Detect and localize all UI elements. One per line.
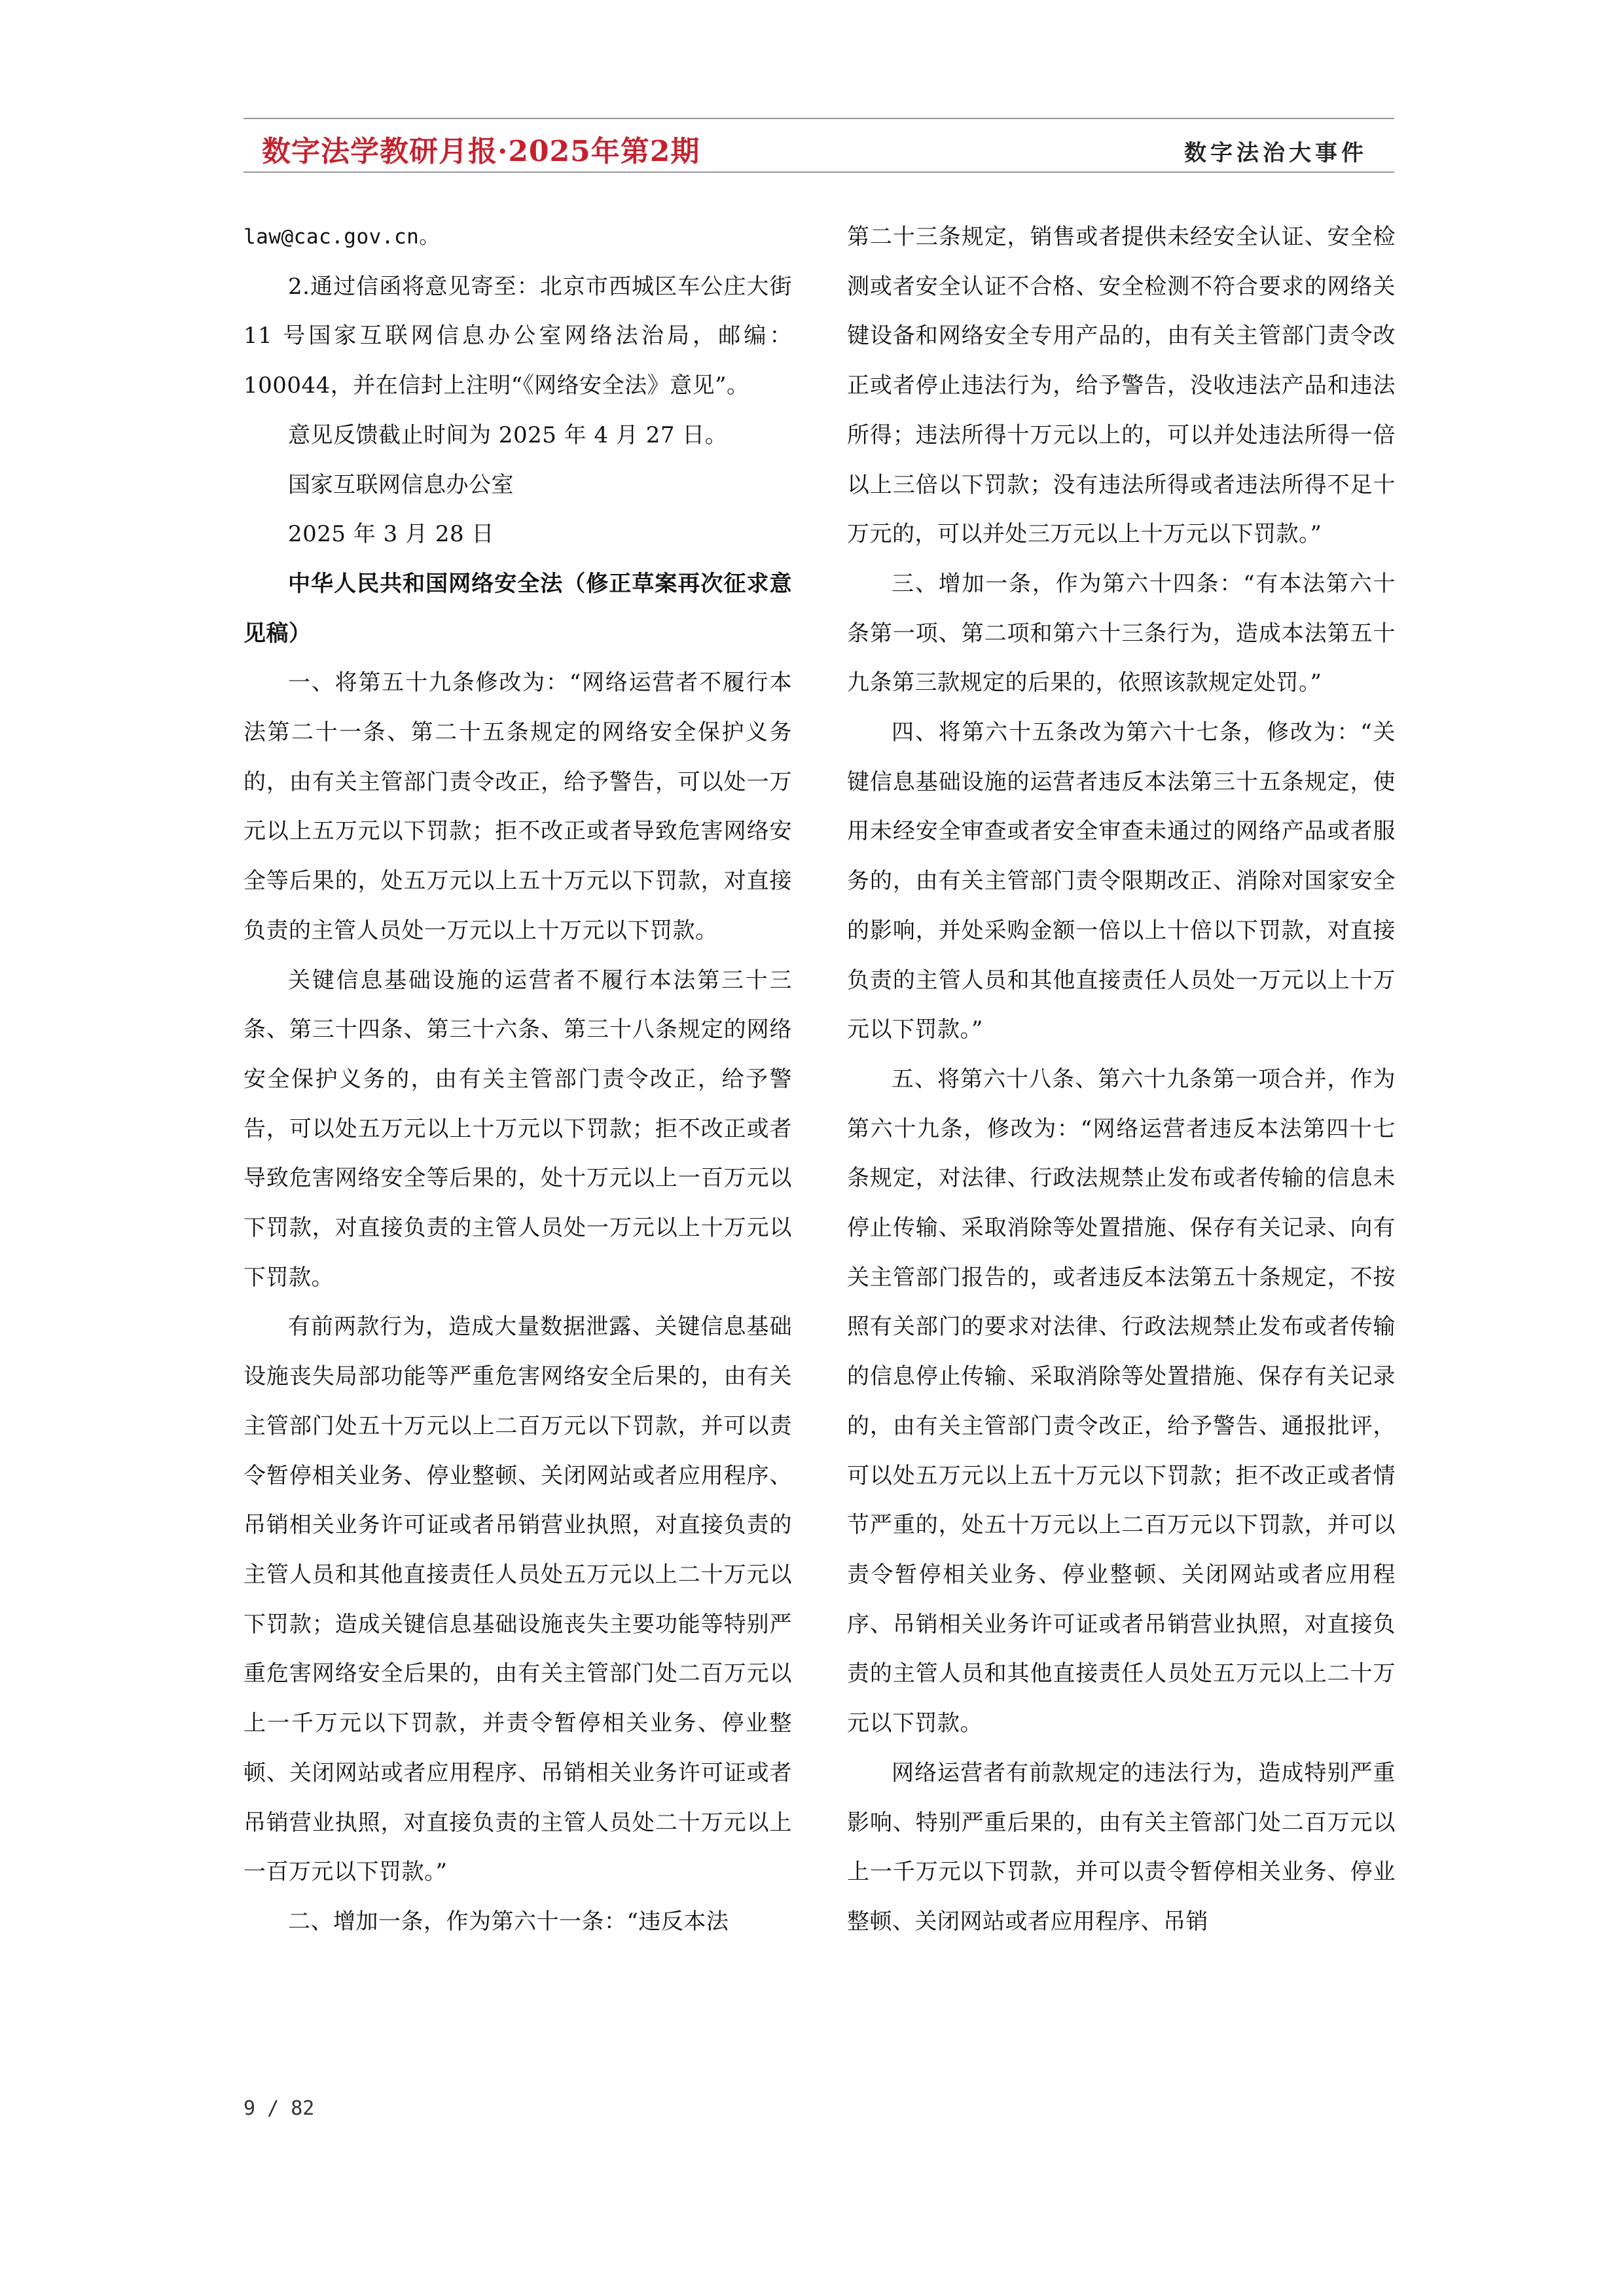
right-column [847,213,1396,1947]
paragraph: law@cac.gov.cn。 [244,225,440,249]
paragraph: 第二十三条规定，销售或者提供未经安全认证、安全检测或者安全认证不合格、安全检测不符合要求的网络关键设备和网络安全专用产品的，由有关主管部门责令改正或者停止违法行为，给予警告，没收违法产品和违法所得；违法所得十万元以上的，可以并处违法所得一倍以上三倍以下罚款；没有违法所得或者违法所得不足十万元的，可以并处三万元以上十万元以下罚款。” [847,224,1396,548]
page-number: 9 / 82 [244,2097,315,2120]
paragraph: 有前两款行为，造成大量数据泄露、关键信息基础设施丧失局部功能等严重危害网络安全后果的，由有关主管部门处五十万元以上二百万元以下罚款，并可以责令暂停相关业务、停业整顿、关闭网站或者应用程序、吊销相关业务许可证或者吊销营业执照，对直接负责的主管人员和其他直接责任人员处五万元以上二十万元以下罚款；造成关键信息基础设施丧失主要功能等特别严重危害网络安全后果的，由有关主管部门处二百万元以上一千万元以下罚款，并责令暂停相关业务、停业整顿、关闭网站或者应用程序、吊销相关业务许可证或者吊销营业执照，对直接负责的主管人员处二十万元以上一百万元以下罚款。” [244,1314,792,1886]
paragraph: 五、将第六十八条、第六十九条第一项合并，作为第六十九条，修改为：“网络运营者违反本法第四十七条规定，对法律、行政法规禁止发布或者传输的信息未停止传输、采取消除等处置措施、保存有关记录、向有关主管部门报告的，或者违反本法第五十条规定，不按照有关部门的要求对法律、行政法规禁止发布或者传输的信息停止传输、采取消除等处置措施、保存有关记录的，由有关主管部门责令改正，给予警告、通报批评，可以处五万元以上五十万元以下罚款；拒不改正或者情节严重的，处五十万元以上二百万元以下罚款，并可以责令暂停相关业务、停业整顿、关闭网站或者应用程序、吊销相关业务许可证或者吊销营业执照，对直接负责的主管人员和其他直接责任人员处五万元以上二十万元以下罚款。 [847,1066,1396,1737]
paragraph: 关键信息基础设施的运营者不履行本法第三十三条、第三十四条、第三十六条、第三十八条规定的网络安全保护义务的，由有关主管部门责令改正，给予警告，可以处五万元以上十万元以下罚款；拒不改正或者导致危害网络安全等后果的，处十万元以上一百万元以下罚款，对直接负责的主管人员处一万元以上十万元以下罚款。 [244,967,792,1291]
paragraph: 意见反馈截止时间为 2025 年 4 月 27 日。 [288,422,728,448]
journal-title: 数字法学教研月报·2025年第2期 [262,135,700,168]
header-top-rule [244,118,1394,119]
paragraph: 二、增加一条，作为第六十一条：“违反本法 [288,1908,729,1935]
paragraph: 2025 年 3 月 28 日 [288,521,494,548]
left-column [244,213,792,1947]
section-title: 数字法治大事件 [1184,140,1367,166]
header-bottom-rule [244,171,1394,173]
paragraph: 四、将第六十五条改为第六十七条，修改为：“关键信息基础设施的运营者违反本法第三十五条规定，使用未经安全审查或者安全审查未通过的网络产品或者服务的，由有关主管部门责令限期改正、消除对国家安全的影响，并处采购金额一倍以上十倍以下罚款，对直接负责的主管人员和其他直接责任人员处一万元以上十万元以下罚款。” [847,719,1396,1043]
paragraph: 2.通过信函将意见寄至：北京市西城区车公庄大街 11 号国家互联网信息办公室网络法治局，邮编：100044，并在信封上注明“《网络安全法》意见”。 [244,273,792,399]
paragraph: 网络运营者有前款规定的违法行为，造成特别严重影响、特别严重后果的，由有关主管部门处二百万元以上一千万元以下罚款，并可以责令暂停相关业务、停业整顿、关闭网站或者应用程序、吊销 [847,1759,1396,1935]
paragraph: 国家互联网信息办公室 [288,471,514,498]
paragraph: 中华人民共和国网络安全法（修正草案再次征求意见稿） [244,570,792,647]
paragraph: 三、增加一条，作为第六十四条：“有本法第六十条第一项、第二项和第六十三条行为，造成本法第五十九条第三款规定的后果的，依照该款规定处罚。” [847,570,1396,696]
paragraph: 一、将第五十九条修改为：“网络运营者不履行本法第二十一条、第二十五条规定的网络安全保护义务的，由有关主管部门责令改正，给予警告，可以处一万元以上五万元以下罚款；拒不改正或者导致危害网络安全等后果的，处五万元以上五十万元以下罚款，对直接负责的主管人员处一万元以上十万元以下罚款。 [244,670,792,944]
